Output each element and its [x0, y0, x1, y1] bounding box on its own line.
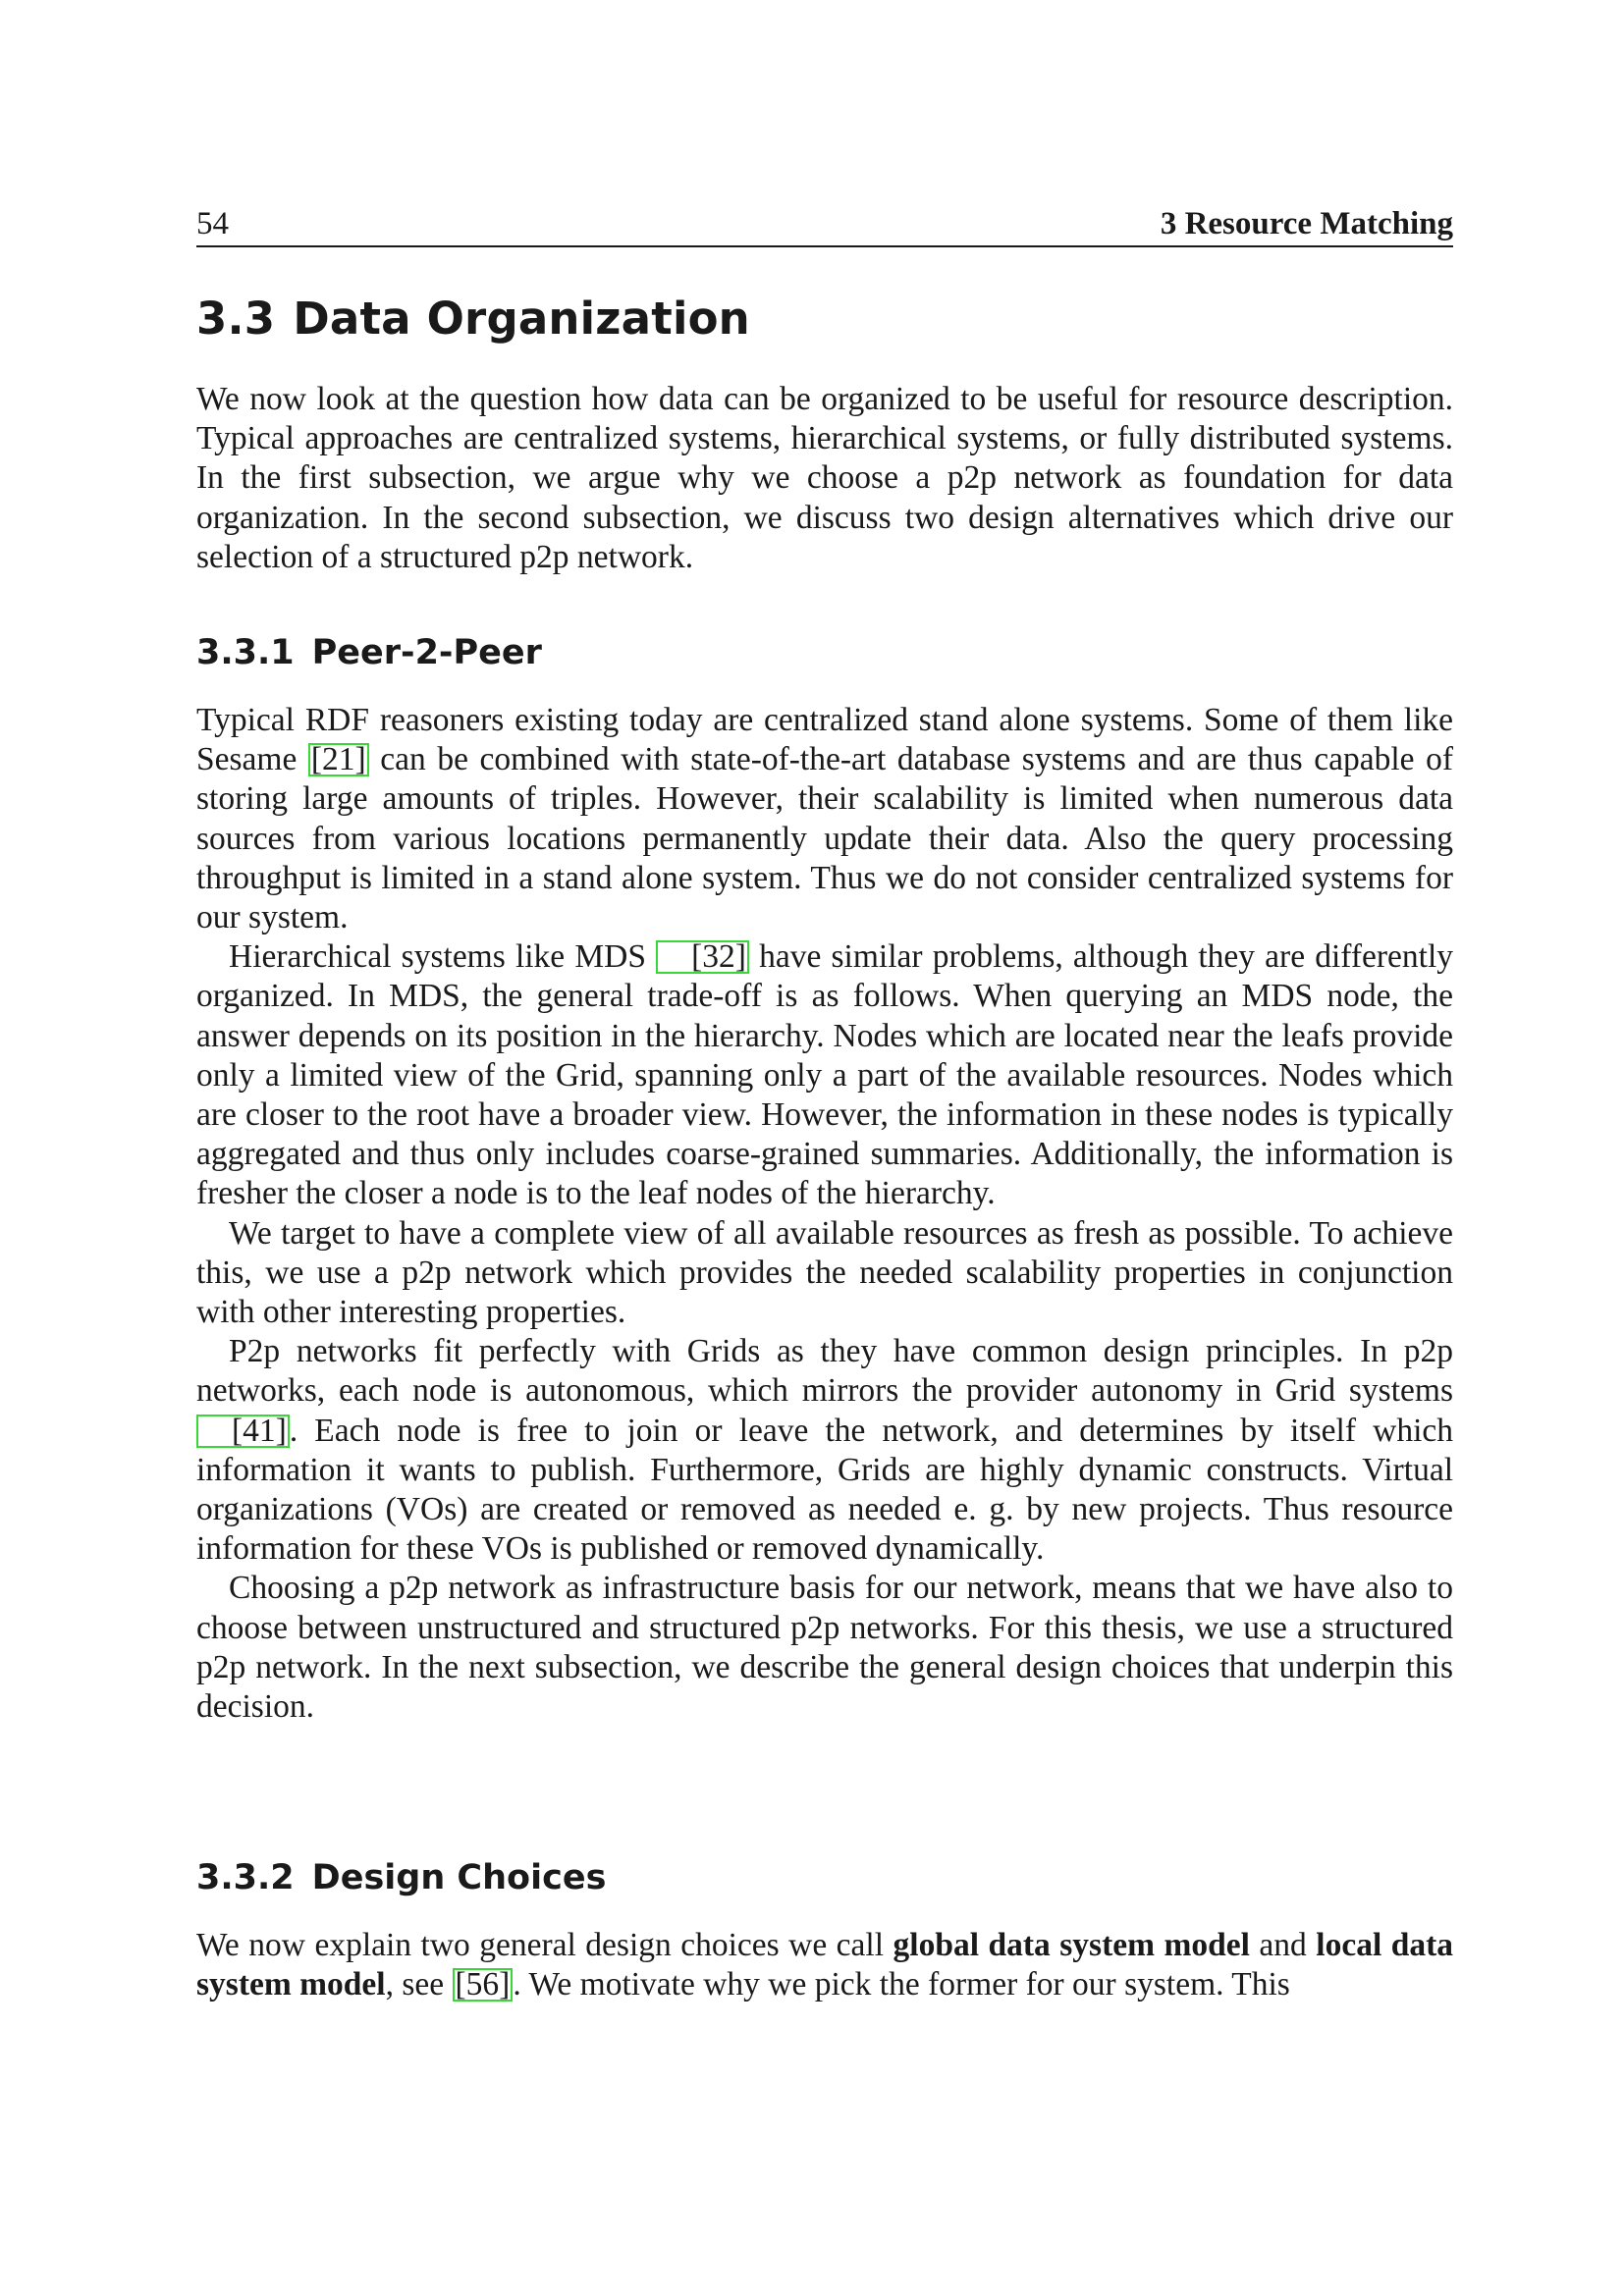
paragraph-centralized — [196, 701, 1453, 937]
term-global-data-system-model: global data system model — [893, 1927, 1250, 1963]
paragraph-text: have similar problems, although they are differently organized. In MDS, the general trade-off is as follows. When querying an MDS node, the answer depends on its position in the hierarchy. Nodes which are located near the leafs provide only a limited view of the Grid, spanning only a part of the available resources. Nodes which are closer to the root have a broader view. However, the information in these nodes is typically aggregated and thus only includes coarse-grained summaries. Additionally, the information is fresher the closer a node is to the leaf nodes of the hierarchy. — [196, 938, 1453, 1212]
paragraph-text: We now explain two general design choices we call — [196, 1927, 893, 1963]
paragraph-text: and — [1249, 1927, 1317, 1963]
section-intro — [196, 380, 1453, 577]
subsection-title: Peer-2-Peer — [311, 633, 542, 672]
subsection-heading-design-choices — [196, 1855, 606, 1900]
term-local-data-system-model: local data system model — [196, 1927, 1454, 2003]
subsection-title: Design Choices — [311, 1858, 607, 1897]
intro-paragraph: We now look at the question how data can be organized to be useful for resource description. Typical approaches are centralized systems, hierarchical systems, or fully distributed systems. In the first subsection, we argue why we choose a p2p network as foundation for data organization. In the second subsection, we discuss two design alternatives which drive our selection of a structured p2p network. — [196, 381, 1453, 575]
subsection-number: 3.3.1 — [196, 633, 295, 672]
paragraph-target: We target to have a complete view of all available resources as fresh as possible. To achieve this, we use a p2p network which provides the needed scalability properties in conjunction with other interesting properties. — [196, 1214, 1453, 1331]
paragraph-text: , see — [385, 1966, 453, 2003]
paragraph-text: P2p networks fit perfectly with Grids as they have common design principles. In p2p networks, each node is autonomous, which mirrors the provider autonomy in Grid systems — [196, 1333, 1453, 1410]
subsection-heading-peer-2-peer — [196, 630, 542, 675]
section-title: Data Organization — [293, 293, 750, 345]
paragraph-text: can be combined with state-of-the-art database systems and are thus capable of storing large amounts of triples. However, their scalability is limited when numerous data sources from various locations permanently update their data. Also the query processing throughput is limited in a stand alone system. Thus we do not consider centralized systems for our system. — [196, 741, 1453, 936]
paragraph-text: . Each node is free to join or leave the network, and determines by itself which information it wants to publish. Furthermore, Grids are highly dynamic constructs. Virtual organizations (VOs) are created or removed as needed e. g. by new projects. Thus resource information for these VOs is published or removed dynamically. — [196, 1412, 1453, 1568]
paragraph-text: Typical RDF reasoners existing today are centralized stand alone systems. Some of them like Sesame — [196, 702, 1453, 778]
design-choices-body — [196, 1926, 1453, 2004]
section-heading — [196, 290, 750, 348]
peer-2-peer-body — [196, 701, 1453, 1727]
paragraph-choosing: Choosing a p2p network as infrastructure basis for our network, means that we have also to choose between unstructured and structured p2p networks. For this thesis, we use a structured p2p network. In the next subsection, we describe the general design choices that underpin this decision. — [196, 1570, 1453, 1726]
running-header — [196, 202, 1453, 247]
paragraph-hierarchical — [196, 937, 1453, 1213]
paragraph-text: Hierarchical systems like MDS — [229, 938, 657, 976]
citation-link-56[interactable]: [56] — [453, 1968, 514, 2002]
page-number: 54 — [196, 206, 229, 241]
paragraph-text: . We motivate why we pick the former for our system. This — [513, 1966, 1290, 2003]
subsection-number: 3.3.2 — [196, 1858, 295, 1897]
section-number: 3.3 — [196, 293, 276, 345]
citation-link-32[interactable]: [32] — [656, 940, 749, 974]
citation-link-21[interactable]: [21] — [308, 743, 369, 776]
paragraph-design-choices — [196, 1926, 1453, 2004]
paragraph-grids — [196, 1332, 1453, 1569]
citation-link-41[interactable]: [41] — [196, 1415, 290, 1448]
chapter-title: 3 Resource Matching — [1160, 206, 1453, 241]
